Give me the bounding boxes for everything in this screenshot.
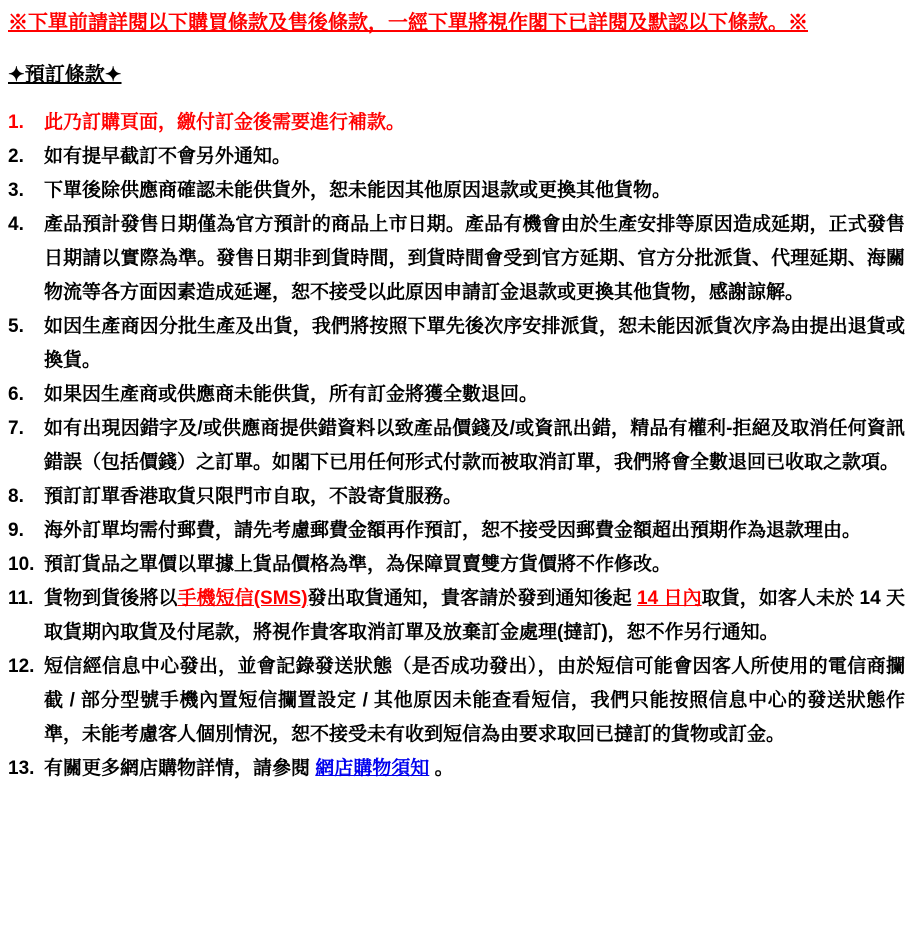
- terms-item: [8, 378, 905, 412]
- item-text: [44, 106, 905, 140]
- item-text: [44, 480, 905, 514]
- terms-list: [8, 106, 905, 786]
- item-number: 9.: [8, 520, 24, 541]
- terms-item: [8, 310, 905, 378]
- terms-item: [8, 548, 905, 582]
- item-number: 1.: [8, 112, 24, 133]
- item-text: [44, 310, 905, 378]
- red-text: 此乃訂購頁面，繳付訂金後需要進行補款。: [44, 112, 406, 133]
- item-text: [44, 650, 905, 752]
- terms-item: [8, 480, 905, 514]
- terms-item: [8, 174, 905, 208]
- text-segment: 發出取貨通知，貴客請於發到通知後起: [307, 588, 638, 609]
- item-text: [44, 412, 905, 480]
- shop-guide-link[interactable]: 網店購物須知: [315, 758, 430, 779]
- text-segment: 如果因生產商或供應商未能供貨，所有訂金將獲全數退回。: [44, 384, 539, 405]
- terms-item: [8, 582, 905, 650]
- text-segment: 下單後除供應商確認未能供貨外，恕未能因其他原因退款或更換其他貨物。: [44, 180, 672, 201]
- text-segment: 預訂訂單香港取貨只限門市自取，不設寄貨服務。: [44, 486, 463, 507]
- text-segment: 產品預計發售日期僅為官方預計的商品上市日期。產品有機會由於生產安排等原因造成延期，正式發售日期請以實際為準。發售日期非到貨時間，到貨時間會受到官方延期、官方分批派貨、代理延期、海關物流等各方面因素造成延遲，恕不接受以此原因申請訂金退款或更換其他貨物，感謝諒解。: [44, 214, 905, 303]
- terms-item: [8, 140, 905, 174]
- section-header: ✦預訂條款✦: [8, 64, 122, 86]
- item-text: [44, 752, 905, 786]
- item-number: 2.: [8, 146, 24, 167]
- text-segment: 貨物到貨後將以: [44, 588, 178, 609]
- item-number: 5.: [8, 316, 24, 337]
- item-text: [44, 140, 905, 174]
- terms-item: [8, 650, 905, 752]
- item-number: 6.: [8, 384, 24, 405]
- item-number: 3.: [8, 180, 24, 201]
- item-number: 7.: [8, 418, 24, 439]
- item-text: [44, 208, 905, 310]
- text-segment: 如有出現因錯字及/或供應商提供錯資料以致產品價錢及/或資訊出錯，精品有權利-拒絕及取消任何資訊錯誤（包括價錢）之訂單。如閣下已用任何形式付款而被取消訂單，我們將會全數退回已收取之款項。: [44, 418, 905, 473]
- text-segment: 預訂貨品之單價以單據上貨品價格為準，為保障買賣雙方貨價將不作修改。: [44, 554, 672, 575]
- terms-item: [8, 752, 905, 786]
- text-segment: 如因生產商因分批生產及出貨，我們將按照下單先後次序安排派貨，恕未能因派貨次序為由提出退貨或換貨。: [44, 316, 905, 371]
- terms-item: [8, 514, 905, 548]
- item-text: [44, 548, 905, 582]
- terms-item: [8, 106, 905, 140]
- item-text: [44, 514, 905, 548]
- terms-item: [8, 208, 905, 310]
- text-segment: 如有提早截訂不會另外通知。: [44, 146, 292, 167]
- page-title: ※下單前請詳閱以下購買條款及售後條款，一經下單將視作閣下已詳閱及默認以下條款。※: [8, 12, 808, 34]
- item-number: 12.: [8, 656, 35, 677]
- item-text: [44, 582, 905, 650]
- text-segment: 短信經信息中心發出，並會記錄發送狀態（是否成功發出），由於短信可能會因客人所使用的電信商攔截 / 部分型號手機內置短信攔置設定 / 其他原因未能查看短信，我們只能按照信息中心的發送狀態作準，未能考慮客人個別情況，恕不接受未有收到短信為由要求取回已撻訂的貨物或訂金。: [44, 656, 905, 745]
- item-text: [44, 378, 905, 412]
- text-segment: 有關更多網店購物詳情，請參閱: [44, 758, 316, 779]
- item-number: 11.: [8, 588, 34, 609]
- item-number: 10.: [8, 554, 35, 575]
- text-segment: 海外訂單均需付郵費，請先考慮郵費金額再作預訂，恕不接受因郵費金額超出預期作為退款理由。: [44, 520, 862, 541]
- item-number: 4.: [8, 214, 24, 235]
- text-segment: 。: [429, 758, 454, 779]
- item-number: 13.: [8, 758, 35, 779]
- highlight-text: 手機短信(SMS): [177, 588, 308, 609]
- text-segment: 取貨，如客人未於 14 天取貨期內取貨及付尾款，將視作貴客取消訂單及放棄訂金處理(撻訂)，恕不作另行通知。: [44, 588, 905, 643]
- item-number: 8.: [8, 486, 24, 507]
- highlight-text: 14 日內: [637, 588, 702, 609]
- terms-item: [8, 412, 905, 480]
- item-text: [44, 174, 905, 208]
